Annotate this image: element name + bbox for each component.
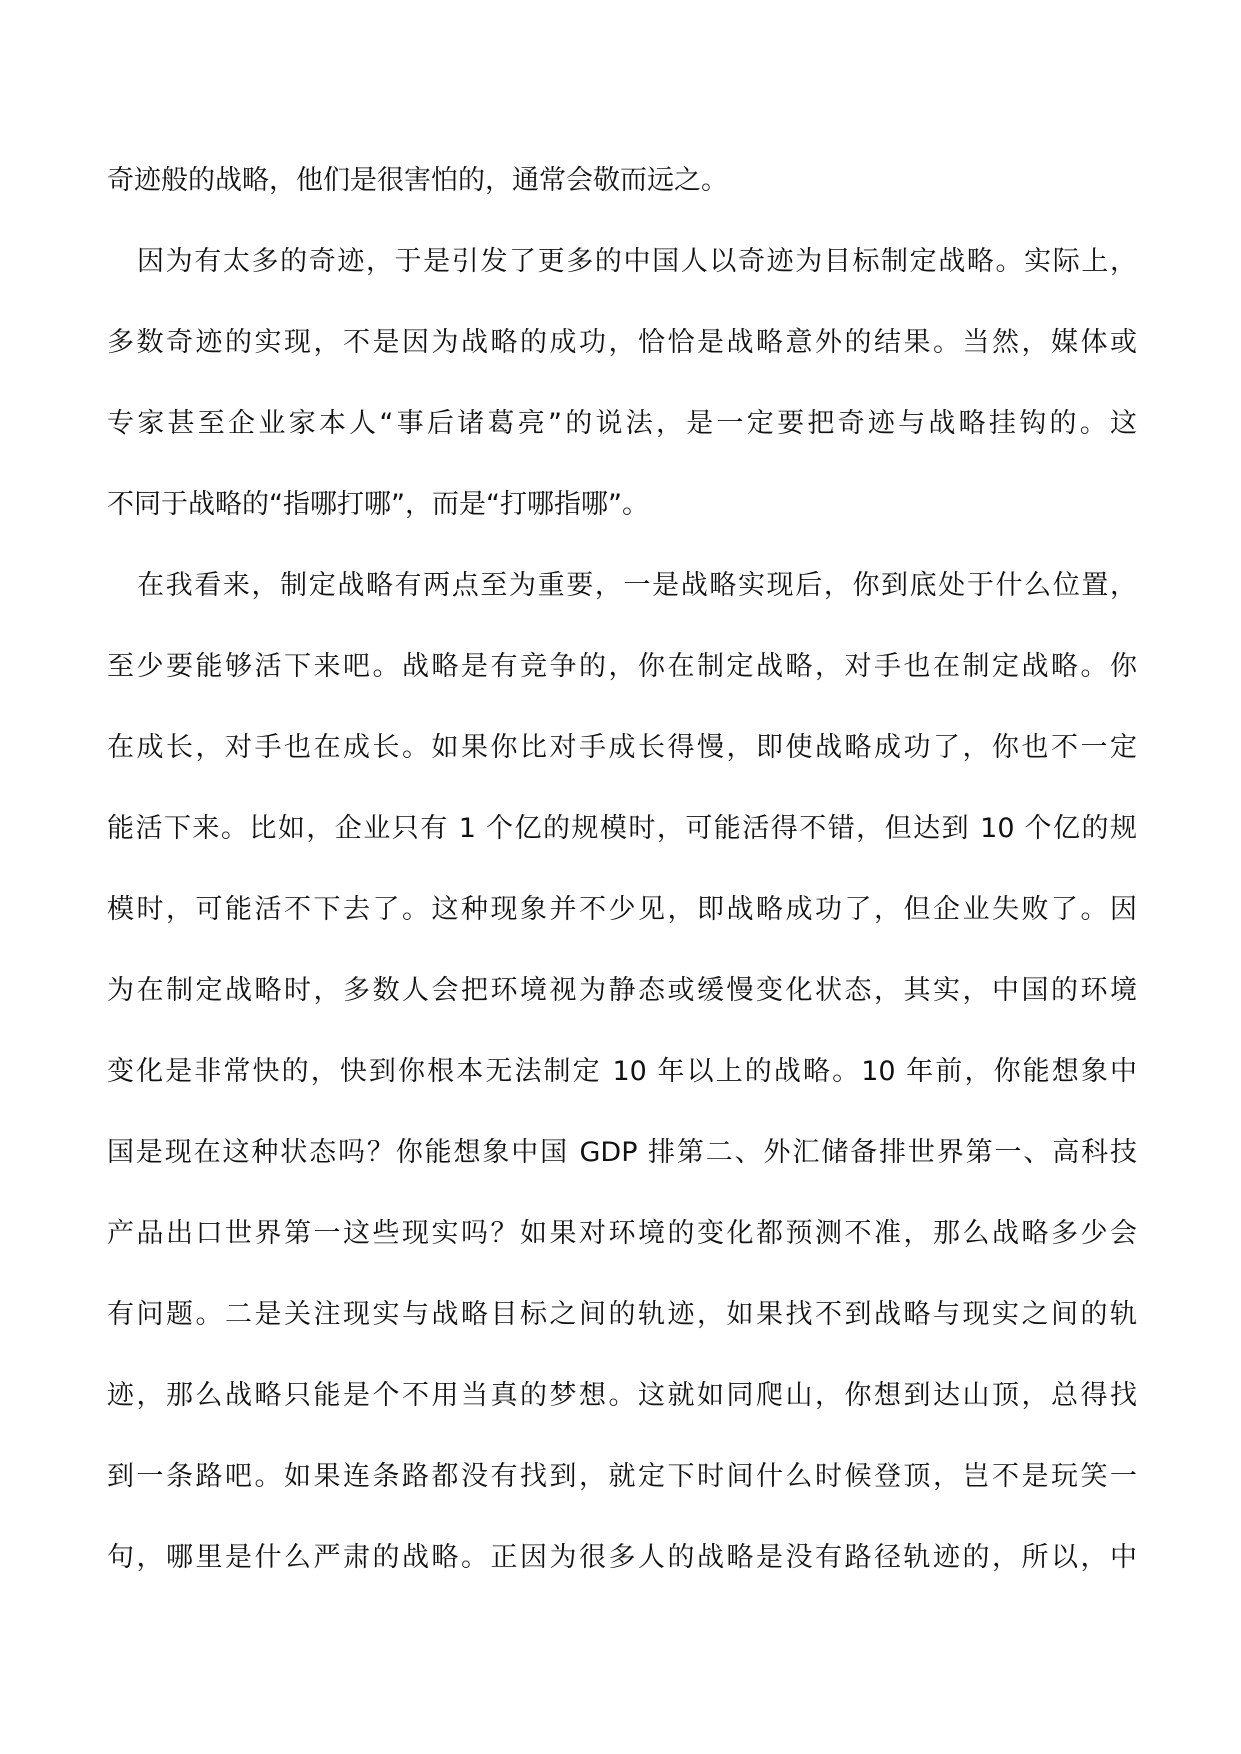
text-line: 为在制定战略时，多数人会把环境视为静态或缓慢变化状态，其实，中国的环境 bbox=[107, 975, 1137, 1006]
text-line: 不同于战略的“指哪打哪”，而是“打哪指哪”。 bbox=[107, 489, 649, 520]
text-line: 多数奇迹的实现，不是因为战略的成功，恰恰是战略意外的结果。当然，媒体或 bbox=[107, 327, 1137, 358]
text-line: 在成长，对手也在成长。如果你比对手成长得慢，即使战略成功了，你也不一定 bbox=[107, 732, 1137, 763]
text-line: 句，哪里是什么严肃的战略。正因为很多人的战略是没有路径轨迹的，所以，中 bbox=[107, 1542, 1137, 1573]
text-line: 至少要能够活下来吧。战略是有竞争的，你在制定战略，对手也在制定战略。你 bbox=[107, 651, 1137, 682]
text-line: 模时，可能活不下去了。这种现象并不少见，即战略成功了，但企业失败了。因 bbox=[107, 894, 1137, 925]
text-line: 有问题。二是关注现实与战略目标之间的轨迹，如果找不到战略与现实之间的轨 bbox=[107, 1299, 1137, 1330]
text-line: 国是现在这种状态吗？你能想象中国 GDP 排第二、外汇储备排世界第一、高科技 bbox=[107, 1137, 1137, 1168]
body-text bbox=[107, 165, 1137, 1623]
text-line: 产品出口世界第一这些现实吗？如果对环境的变化都预测不准，那么战略多少会 bbox=[107, 1218, 1137, 1249]
text-line: 在我看来，制定战略有两点至为重要，一是战略实现后，你到底处于什么位置， bbox=[137, 570, 1137, 601]
text-line: 专家甚至企业家本人“事后诸葛亮”的说法，是一定要把奇迹与战略挂钩的。这 bbox=[107, 408, 1137, 439]
text-line: 能活下来。比如，企业只有 1 个亿的规模时，可能活得不错，但达到 10 个亿的规 bbox=[107, 813, 1137, 844]
text-line: 因为有太多的奇迹，于是引发了更多的中国人以奇迹为目标制定战略。实际上， bbox=[137, 246, 1137, 277]
text-line: 变化是非常快的，快到你根本无法制定 10 年以上的战略。10 年前，你能想象中 bbox=[107, 1056, 1137, 1087]
text-line: 迹，那么战略只能是个不用当真的梦想。这就如同爬山，你想到达山顶，总得找 bbox=[107, 1380, 1137, 1411]
text-line: 奇迹般的战略，他们是很害怕的，通常会敬而远之。 bbox=[107, 165, 728, 196]
text-line: 到一条路吧。如果连条路都没有找到，就定下时间什么时候登顶，岂不是玩笑一 bbox=[107, 1461, 1137, 1492]
